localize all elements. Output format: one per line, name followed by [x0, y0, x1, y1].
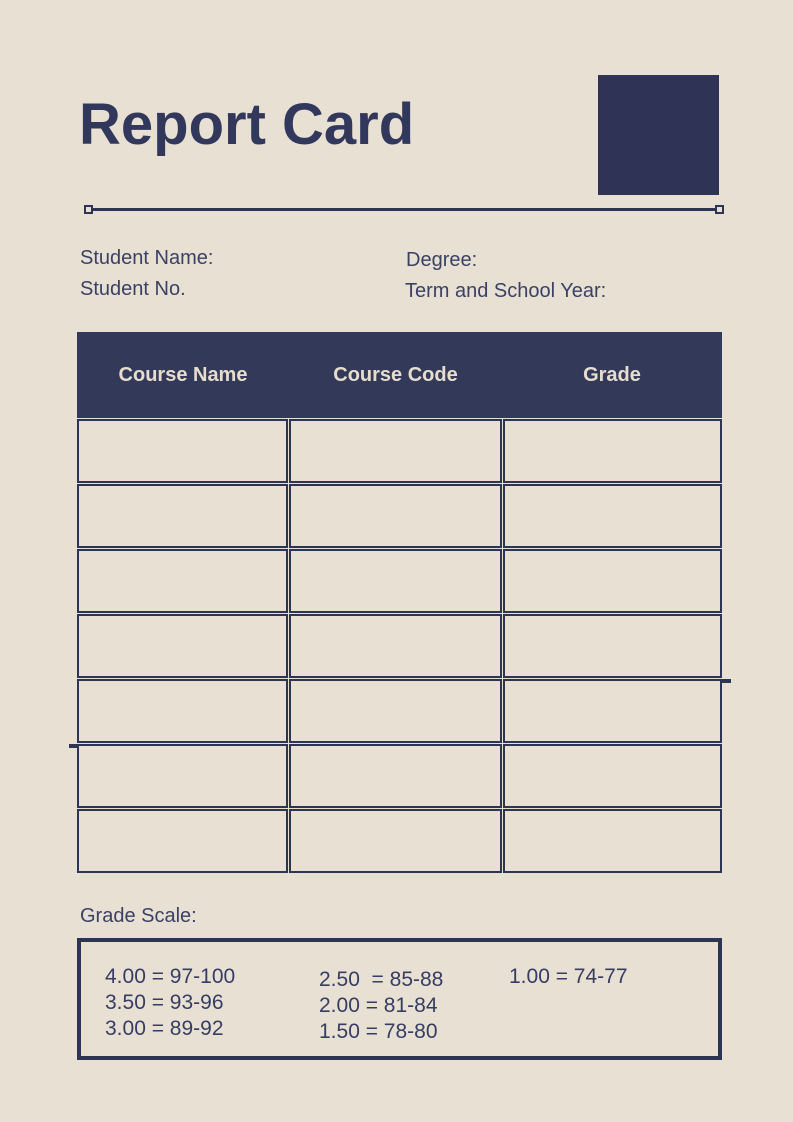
grade-scale-label: Grade Scale: — [80, 905, 197, 927]
grade-cell — [503, 744, 722, 808]
degree-label: Degree: — [406, 249, 478, 271]
grade-scale-entry: 2.00 = 81-84 — [319, 994, 438, 1017]
student-number-label: Student No. — [80, 278, 186, 300]
grade-cell — [503, 679, 722, 743]
grade-cell — [289, 419, 502, 483]
grade-scale-entry: 1.50 = 78-80 — [319, 1020, 438, 1043]
grade-scale-box — [77, 938, 722, 1060]
grade-scale-column-3 — [509, 964, 628, 990]
grade-cell — [77, 809, 288, 873]
row-divider-tick-left — [69, 744, 78, 748]
divider-endpoint-left — [84, 205, 93, 214]
grade-scale-column-1 — [105, 964, 235, 1042]
grade-cell — [289, 679, 502, 743]
grade-scale-entry: 2.50 = 85-88 — [319, 968, 444, 991]
grade-cell — [289, 549, 502, 613]
divider-endpoint-right — [715, 205, 724, 214]
grade-cell — [503, 809, 722, 873]
column-header-grade: Grade — [583, 363, 641, 386]
grade-cell — [77, 419, 288, 483]
grade-cell — [289, 614, 502, 678]
grade-cell — [77, 614, 288, 678]
row-divider-tick-right — [722, 679, 731, 683]
grade-cell — [77, 549, 288, 613]
grade-cell — [503, 549, 722, 613]
grade-cell — [289, 744, 502, 808]
column-header-course-name: Course Name — [118, 363, 248, 386]
grade-scale-entry: 3.00 = 89-92 — [105, 1017, 224, 1040]
grade-cell — [289, 484, 502, 548]
grade-scale-entry: 3.50 = 93-96 — [105, 991, 224, 1014]
grades-table-body — [77, 419, 722, 873]
page-title: Report Card — [79, 92, 415, 157]
grade-scale-entry: 4.00 = 97-100 — [105, 965, 236, 988]
grade-cell — [77, 679, 288, 743]
grade-cell — [77, 744, 288, 808]
brand-square — [598, 75, 719, 195]
grade-scale-column-2 — [319, 967, 443, 1045]
grade-cell — [289, 809, 502, 873]
grade-cell — [503, 614, 722, 678]
student-name-label: Student Name: — [80, 247, 214, 269]
grades-table-header — [77, 332, 722, 418]
grade-cell — [503, 419, 722, 483]
grade-cell — [503, 484, 722, 548]
term-school-year-label: Term and School Year: — [405, 280, 607, 302]
grade-cell — [77, 484, 288, 548]
grade-scale-entry: 1.00 = 74-77 — [509, 965, 628, 988]
divider-line — [88, 208, 720, 211]
column-header-course-code: Course Code — [333, 363, 458, 386]
